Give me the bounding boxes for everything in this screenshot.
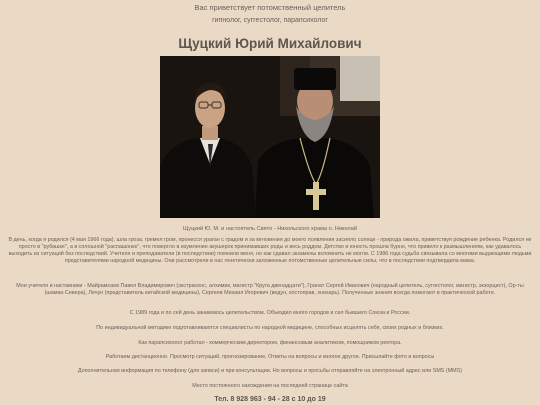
paragraph-remote-work: Работаем дистанционно. Просмотр ситуаций, прогнозирование, Ответы на вопросы и многое другое. Присылайте фото и вопросы [105,354,435,360]
paragraph-career: Как парапсихолог работал - коммерческим директором, финансовым аналитиком, помощником ректора. [138,340,402,346]
profession-subtitle: гипнолог, суггестолог, парапсихолог [212,17,328,24]
phone-number: Тел. 8 928 963 - 94 - 28 с 10 до 19 [214,396,326,403]
paragraph-biography: В день, когда я родился (4 мая 1966 года), шла гроза, гремел гром, пронесся ураган с градом и за мгновения до моего появления засияло солнце - природа ожила, приветствуя рождение ребенка. Родился не просто в "рубашке", а в сплошной "распашонке", что повергло в изумление акушерок принимавших роды и весь роддом. Детство и юность прошла бурно, что привело к размышлениям, как удавалось выходить из ситуаций без последствий. Учителя и преподаватели (в последствии) помнили меня, но как сдавал экзамены вспомнить не могли. С 1986 года судьба связывала со многими выдающими людьми представителями народной медицины. Они рассмотрели в нас генетически заложенные потомственные целительные силы, что в последствии подтвердила мама. [8,237,532,264]
paragraph-experience: С 1989 года и по сей день занимаюсь целительством. Объездил много городов и сел бывшего Союза и России. [129,310,411,316]
paragraph-contact-info: Дополнительная информация по телефону (для записи) и при консультации. Но вопросы и просьбы отправляйте на электронный адрес или SMS (MMS) [77,368,463,374]
photo-illustration [160,56,380,218]
page-title: Щуцкий Юрий Михайлович [178,36,362,51]
greeting: Вас приветствует потомственный целитель [194,3,346,12]
photo-caption: Щуцкий Ю. М. и настоятель Свято - Никольского храма о. Николай [183,226,357,232]
paragraph-teachers: Мои учителя и наставники - Майрамсаев Павел Владимирович (экстрасенс, алхимик, магистр "Круга двенадцати"), Гранат Сергей Иванович (народный целитель, суггестолог, магистр, экзорцист), Ор-ты (шаман Севера), Лечун (представитель китайской медицины), Сергеев Михаил Игоревич (ведун, костоправ, знахарь). Полученные знания всегда помогают в практической работе. [16,283,524,296]
paragraph-method: По индивидуальной методике подготавливаются специалисты по народной медицине, способных исцелять себя, своих родных и близких. [96,325,444,331]
portrait-photo [160,56,380,218]
paragraph-location: Место постоянного нахождения на последней странице сайта [192,383,348,389]
